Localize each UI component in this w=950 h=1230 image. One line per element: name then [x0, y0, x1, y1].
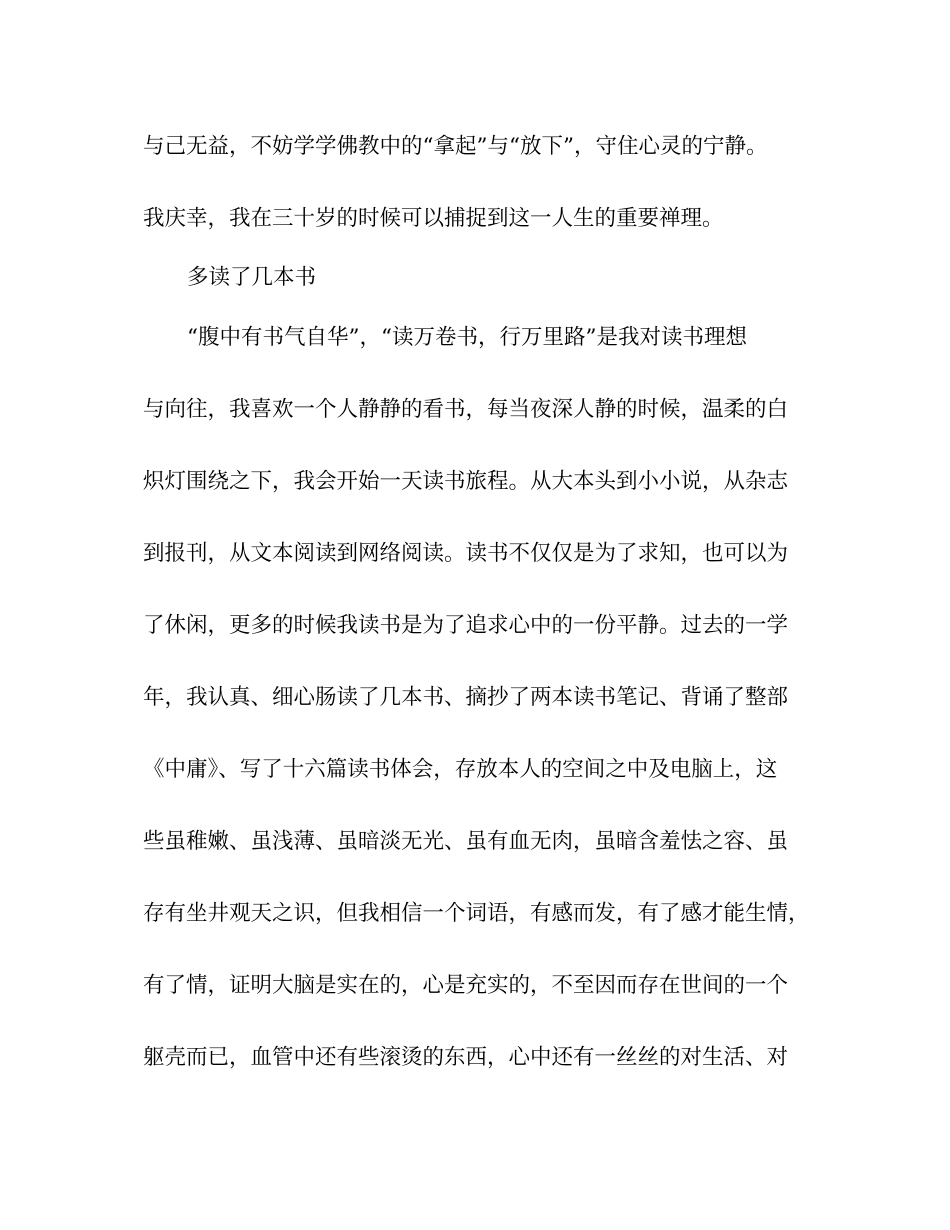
body-text-line: 我庆幸，我在三十岁的时候可以捕捉到这一人生的重要禅理。 — [143, 206, 724, 231]
body-text-line: 炽灯围绕之下，我会开始一天读书旅程。从大本头到小小说，从杂志 — [143, 469, 789, 494]
body-text-line: 了休闲，更多的时候我读书是为了追求心中的一份平静。过去的一学 — [143, 613, 789, 638]
body-text-line: 躯壳而已，血管中还有些滚烫的东西，心中还有一丝丝的对生活、对 — [143, 1045, 789, 1070]
body-text-line: 与己无益，不妨学学佛教中的“拿起”与“放下”，守住心灵的宁静。 — [143, 134, 768, 159]
body-text-line: 存有坐井观天之识，但我相信一个词语，有感而发，有了感才能生情， — [143, 901, 810, 926]
body-text-line: 年，我认真、细心肠读了几本书、摘抄了两本读书笔记、背诵了整部 — [143, 685, 789, 710]
body-text-line: 有了情，证明大脑是实在的，心是充实的，不至因而存在世间的一个 — [143, 973, 789, 998]
body-text-line: 与向往，我喜欢一个人静静的看书，每当夜深人静的时候，温柔的白 — [143, 397, 789, 422]
body-text-line: 《中庸》、写了十六篇读书体会，存放本人的空间之中及电脑上，这 — [143, 757, 778, 782]
section-heading: 多读了几本书 — [187, 265, 317, 290]
body-text-line: 到报刊，从文本阅读到网络阅读。读书不仅仅是为了求知，也可以为 — [143, 541, 789, 566]
body-text-line: “腹中有书气自华”，“读万卷书，行万里路”是我对读书理想 — [187, 325, 747, 350]
body-text-line: 些虽稚嫩、虽浅薄、虽暗淡无光、虽有血无肉，虽暗含羞怯之容、虽 — [143, 829, 789, 854]
